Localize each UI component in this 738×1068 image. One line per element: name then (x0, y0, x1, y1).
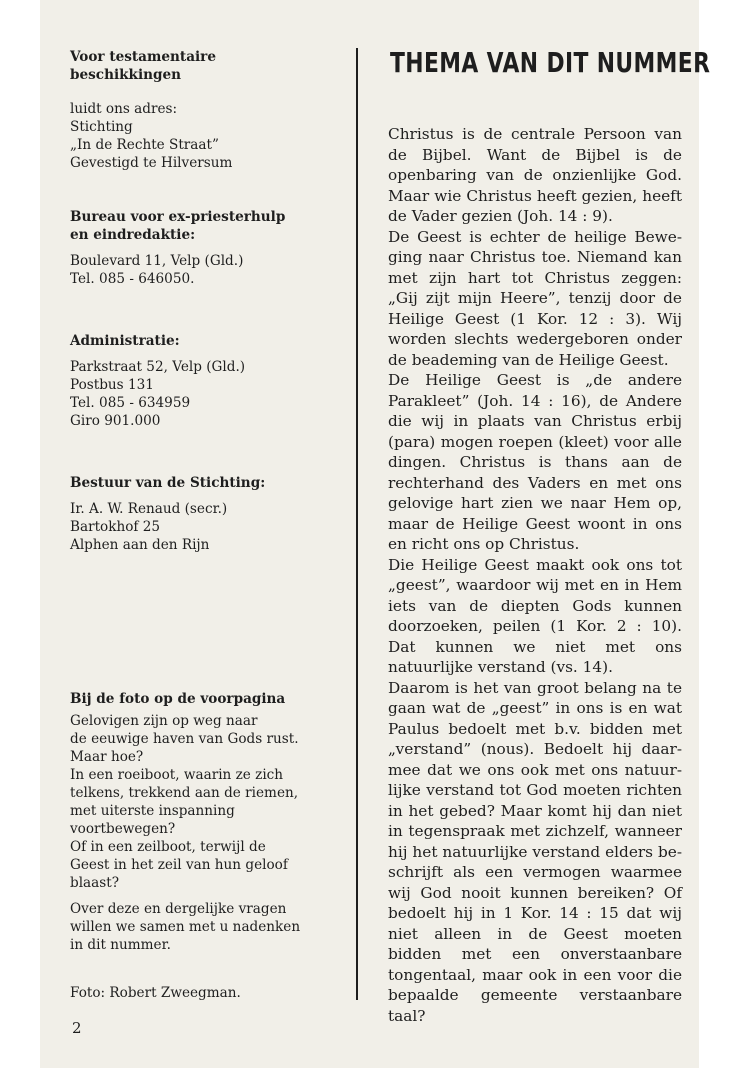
administratie-heading: Administratie: (70, 333, 180, 349)
testament-line: luidt ons adres: (70, 101, 178, 117)
administratie-line: Giro 901.000 (70, 413, 161, 429)
administratie-line: Postbus 131 (70, 377, 154, 393)
foto-extra-line: willen we samen met u nadenken (70, 919, 301, 935)
foto-line: blaast? (70, 875, 119, 891)
foto-line: telkens, trekkend aan de riemen, (70, 785, 299, 801)
article-title: THEMA VAN DIT NUMMER (390, 46, 711, 79)
testament-line: Stichting (70, 119, 133, 135)
foto-line: In een roeiboot, waarin ze zich (70, 767, 284, 783)
bureau-heading-line-2: en eindredaktie: (70, 227, 196, 243)
page-number: 2 (72, 1019, 82, 1037)
bestuur-line: Bartokhof 25 (70, 519, 161, 535)
left-column (70, 48, 340, 1002)
bestuur-line: Alphen aan den Rijn (70, 537, 210, 553)
bureau-line: Tel. 085 - 646050. (70, 271, 195, 287)
testament-heading-line-2: beschikkingen (70, 67, 182, 83)
foto-line: Gelovigen zijn op weg naar (70, 713, 258, 729)
article-paragraph: De Heilige Geest is „de andere Parakleet” (Joh. 14 : 16), de Andere die wij in plaats van Christus erbij (para) mogen roepen (kleet) voor alle dingen. Christus is thans aan de rechterhand des Vaders en met ons gelovige hart zien we naar Hem op, maar de Heilige Geest woont in ons en richt ons op Christus. (388, 371, 682, 553)
foto-extra-line: Over deze en dergelijke vragen (70, 901, 287, 917)
administratie-line: Parkstraat 52, Velp (Gld.) (70, 359, 246, 375)
foto-line: de eeuwige haven van Gods rust. (70, 731, 299, 747)
bureau-heading-line-1: Bureau voor ex-priesterhulp (70, 209, 286, 225)
article-paragraph: Daarom is het van groot belang na te gaan wat de „geest” in ons is en wat Paulus bedoelt met b.v. bidden met „verstand” (nous). Bedoelt hij daarmee dat we ons ook met ons natuurlijke verstand tot God moeten richten in het gebed? Maar komt hij dan niet in tegenspraak met zichzelf, wanneer hij het natuurlijke verstand elders beschrijft als een vermogen waarmee wij God nooit kunnen bereiken? Of bedoelt hij in 1 Kor. 14 : 15 dat wij niet alleen in de Geest moeten bidden met een onverstaanbare tongentaal, maar ook in een voor die bepaalde gemeente verstaanbare taal? (388, 678, 682, 1025)
bestuur-line: Ir. A. W. Renaud (secr.) (70, 501, 228, 517)
foto-line: voortbewegen? (70, 821, 176, 837)
article-paragraph: Christus is de centrale Persoon van de Bijbel. Want de Bijbel is de openbaring van de onzienlijke God. Maar wie Christus heeft gezien, heeft de Vader gezien (Joh. 14 : 9). (388, 125, 682, 225)
foto-extra-line: in dit nummer. (70, 937, 171, 953)
foto-line: met uiterste inspanning (70, 803, 235, 819)
bureau-line: Boulevard 11, Velp (Gld.) (70, 253, 244, 269)
foto-line: Of in een zeilboot, terwijl de (70, 839, 266, 855)
foto-line: Geest in het zeil van hun geloof (70, 857, 288, 873)
testament-heading-line-1: Voor testamentaire (70, 49, 216, 65)
column-divider (356, 48, 358, 1000)
article-paragraph: De Geest is echter de heilige Beweging naar Christus toe. Niemand kan met zijn hart tot Christus zeggen: „Gij zijt mijn Heere”, tenzij door de Heilige Geest (1 Kor. 12 : 3). Wij worden slechts wedergeboren onder de beademing van de Heilige Geest. (388, 227, 682, 369)
foto-heading: Bij de foto op de voorpagina (70, 691, 286, 707)
testament-line: Gevestigd te Hilversum (70, 155, 233, 171)
foto-line: Maar hoe? (70, 749, 144, 765)
foto-credit: Foto: Robert Zweegman. (70, 985, 241, 1001)
article-body (388, 124, 682, 1026)
administratie-line: Tel. 085 - 634959 (70, 395, 191, 411)
article-paragraph: Die Heilige Geest maakt ook ons tot „geest”, waardoor wij met en in Hem iets van de diepten Gods kunnen doorzoeken, peilen (1 Kor. 2 : 10). Dat kunnen we niet met ons natuurlijke verstand (vs. 14). (388, 555, 682, 676)
testament-line: „In de Rechte Straat” (70, 137, 219, 153)
bestuur-heading: Bestuur van de Stichting: (70, 475, 266, 491)
